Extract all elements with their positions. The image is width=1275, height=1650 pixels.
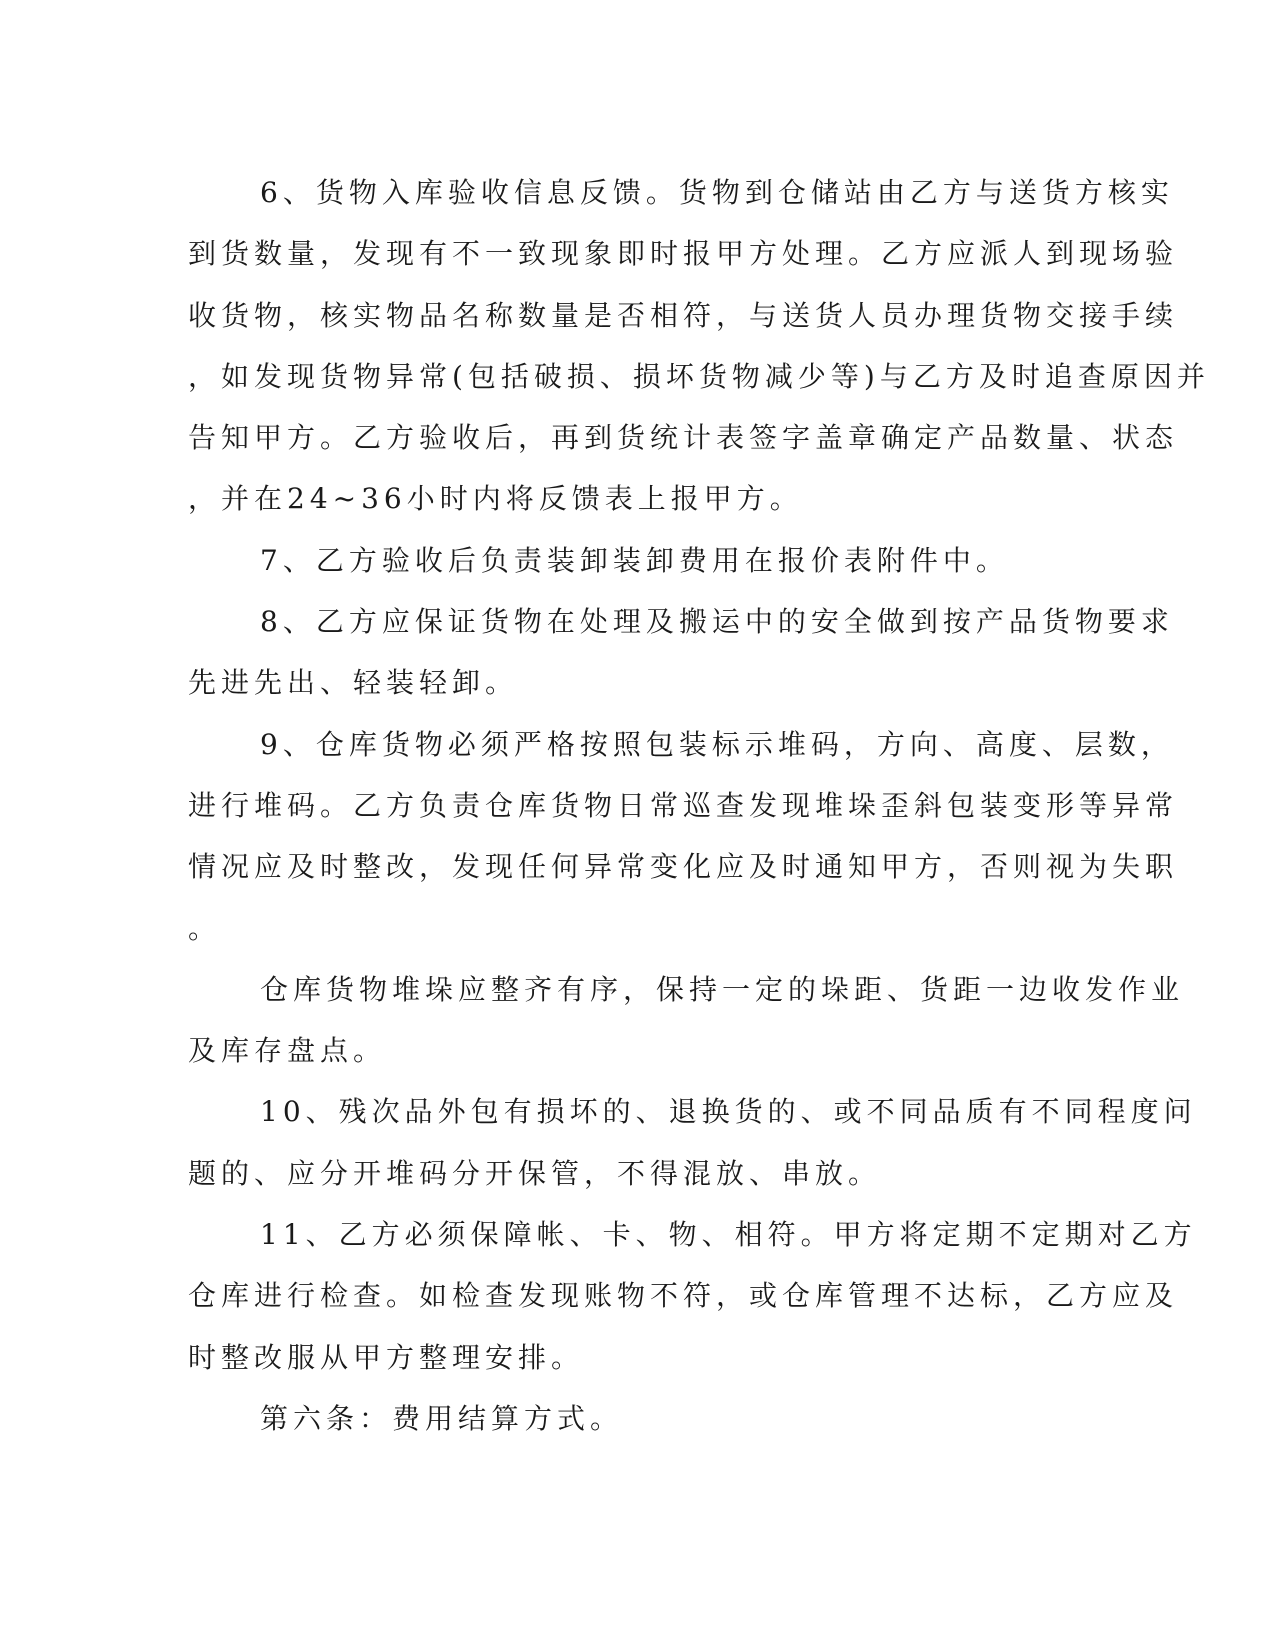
text-line: 8、乙方应保证货物在处理及搬运中的安全做到按产品货物要求 (260, 605, 1174, 639)
text-line: 仓库货物堆垛应整齐有序，保持一定的垛距、货距一边收发作业 (260, 972, 1185, 1006)
text-line: 先进先出、轻装轻卸。 (188, 666, 519, 700)
text-line: 第六条：费用结算方式。 (260, 1401, 624, 1435)
text-line: 6、货物入库验收信息反馈。货物到仓储站由乙方与送货方核实 (260, 176, 1174, 209)
text-line: 题的、应分开堆码分开保管，不得混放、串放。 (188, 1156, 882, 1190)
text-line: 10、残次品外包有损坏的、退换货的、或不同品质有不同程度问 (260, 1095, 1197, 1129)
text-line: 。 (188, 911, 222, 945)
text-line: 9、仓库货物必须严格按照包装标示堆码，方向、高度、层数， (260, 727, 1174, 761)
text-line: ，如发现货物异常(包括破损、损坏货物减少等)与乙方及时追查原因并 (188, 359, 1210, 393)
text-line: ，并在24~36小时内将反馈表上报甲方。 (188, 482, 803, 516)
text-line: 仓库进行检查。如检查发现账物不符，或仓库管理不达标，乙方应及 (188, 1279, 1179, 1313)
text-line: 进行堆码。乙方负责仓库货物日常巡查发现堆垛歪斜包装变形等异常 (188, 788, 1179, 822)
text-line: 到货数量，发现有不一致现象即时报甲方处理。乙方应派人到现场验 (188, 237, 1179, 271)
text-line: 告知甲方。乙方验收后，再到货统计表签字盖章确定产品数量、状态 (188, 421, 1179, 455)
document-body (188, 162, 1210, 1449)
text-line: 时整改服从甲方整理安排。 (188, 1340, 585, 1374)
text-line: 及库存盘点。 (188, 1034, 387, 1068)
text-line: 收货物，核实物品名称数量是否相符，与送货人员办理货物交接手续 (188, 298, 1179, 332)
text-line: 情况应及时整改，发现任何异常变化应及时通知甲方，否则视为失职 (188, 850, 1179, 884)
text-line: 11、乙方必须保障帐、卡、物、相符。甲方将定期不定期对乙方 (260, 1218, 1197, 1252)
text-line: 7、乙方验收后负责装卸装卸费用在报价表附件中。 (260, 543, 1009, 577)
